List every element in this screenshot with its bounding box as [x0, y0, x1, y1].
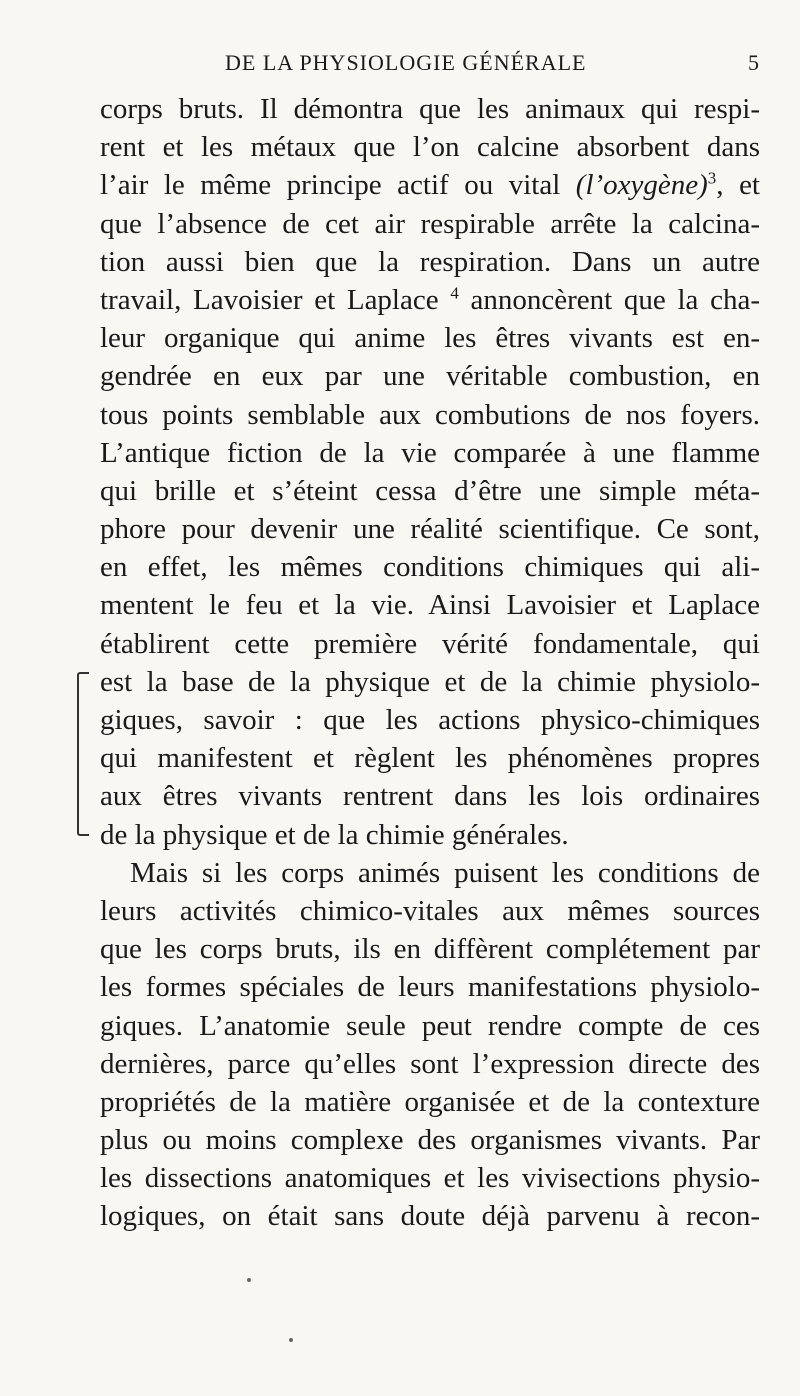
text-line: tion aussi bien que la respiration. Dans un autre: [100, 245, 760, 278]
text-line: est la base de la physique et de la chimie physiolo-: [100, 665, 760, 698]
text-line: établirent cette première vérité fondamentale, qui: [100, 627, 760, 660]
footnote-ref: 4: [450, 283, 459, 303]
text-line: gendrée en eux par une véritable combustion, en: [100, 360, 760, 393]
text-line: que l’absence de cet air respirable arrête la calcina-: [100, 207, 760, 240]
text-line: les formes spéciales de leurs manifestations physiolo-: [100, 971, 760, 1004]
text-line: les dissections anatomiques et les vivisections physio-: [100, 1162, 760, 1195]
text-line: aux êtres vivants rentrent dans les lois ordinaires: [100, 780, 760, 813]
margin-bracket-mark: [77, 672, 89, 836]
running-head: [225, 48, 760, 78]
text-line: rent et les métaux que l’on calcine absorbent dans: [100, 131, 760, 164]
text-line: de la physique et de la chimie générales.: [100, 818, 569, 851]
page-number: 5: [748, 50, 760, 75]
text-line: leurs activités chimico-vitales aux mêmes sources: [100, 894, 760, 927]
running-title: DE LA PHYSIOLOGIE GÉNÉRALE: [225, 50, 587, 75]
text-line: travail, Lavoisier et Laplace $^4$ annoncèrent que la cha-: [100, 283, 760, 316]
text-line: qui manifestent et règlent les phénomènes propres: [100, 742, 760, 775]
print-speck: [289, 1338, 293, 1342]
text-line: leur organique qui anime les êtres vivants est en-: [100, 322, 760, 355]
footnote-ref: 3: [707, 168, 717, 188]
text-line: giques. L’anatomie seule peut rendre compte de ces: [100, 1009, 760, 1042]
text-line: logiques, on était sans doute déjà parvenu à recon-: [100, 1200, 760, 1233]
text-line: mentent le feu et la vie. Ainsi Lavoisier et Laplace: [100, 589, 760, 622]
print-speck: [247, 1278, 251, 1282]
text-line: giques, savoir : que les actions physico-chimiques: [100, 704, 760, 736]
text-line: plus ou moins complexe des organismes vivants. Par: [100, 1124, 760, 1157]
text-line: corps bruts. Il démontra que les animaux qui respi-: [100, 93, 760, 125]
text-line: que les corps bruts, ils en diffèrent complétement par: [100, 933, 760, 966]
italic-term: (l’oxygène): [575, 169, 708, 202]
text-line: L’antique fiction de la vie comparée à une flamme: [100, 436, 760, 469]
text-line: l’air le même principe actif ou vital (l’oxygène)$^3$, et: [100, 168, 760, 202]
text-line: tous points semblable aux combutions de nos foyers.: [100, 398, 760, 431]
text-line: propriétés de la matière organisée et de la contexture: [100, 1085, 760, 1118]
text-line: Mais si les corps animés puisent les conditions de: [130, 856, 760, 889]
text-line: qui brille et s’éteint cessa d’être une simple méta-: [100, 474, 760, 507]
text-line: phore pour devenir une réalité scientifique. Ce sont,: [100, 513, 760, 546]
text-line: dernières, parce qu’elles sont l’expression directe des: [100, 1047, 760, 1080]
text-line: en effet, les mêmes conditions chimiques qui ali-: [100, 551, 760, 584]
body-text: [100, 90, 760, 1236]
